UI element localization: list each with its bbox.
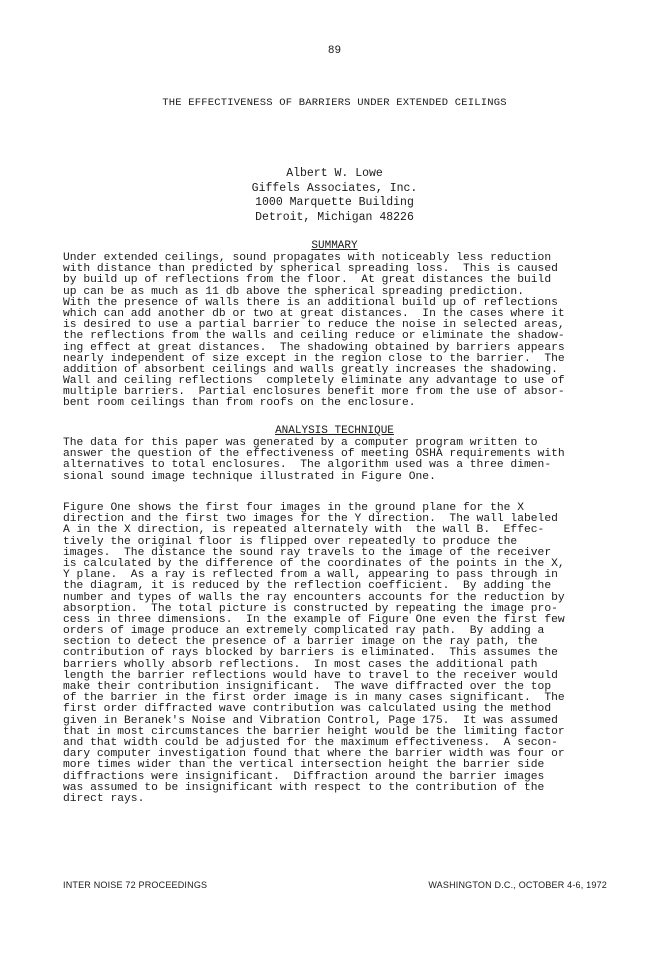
author-address: 1000 Marquette Building [255,196,414,209]
footer-location-date: WASHINGTON D.C., OCTOBER 4-6, 1972 [428,880,607,890]
author-city: Detroit, Michigan 48226 [255,210,414,224]
figure-text-line: A in the X direction, is repeated alternately with the wall B. Effec- [63,524,545,537]
figure-text-line: diffractions were insignificant. Diffraction around the barrier images [63,770,545,783]
figure-text-line: given in Beranek's Noise and Vibration Control, Page 175. It was assumed [63,714,558,727]
analysis-text-line: alternatives to total enclosures. The algorithm used was a three dimen- [63,459,552,472]
summary-text-line: bent room ceilings than from roofs on the enclosure. [63,397,416,410]
summary-text-line: up can be as much as 11 db above the spherical spreading prediction. [63,285,524,298]
summary-heading: SUMMARY [311,240,358,252]
summary-text-line: With the presence of walls there is an additional build up of reflections [63,296,558,309]
summary-text-line: ing effect at great distances. The shadowing obtained by barriers appears [63,341,565,354]
figure-text-line: tively the original floor is flipped over repeatedly to produce the [63,535,518,548]
figure-text-line: was assumed to be insignificant with respect to the contribution of the [63,781,545,794]
summary-text-line: multiple barriers. Partial enclosures benefit more from the use of absor- [63,386,565,399]
analysis-text-line: The data for this paper was generated by a computer program written to [63,437,538,449]
summary-text-line: Wall and ceiling reflections completely eliminate any advantage to use of [63,375,565,388]
figure-text-line: of the barrier in the first order image is in many cases significant. The [63,692,565,705]
figure-text-line: orders of image produce an extremely complicated ray path. By adding a [63,625,545,638]
figure-text-line: make their contribution insignificant. The wave diffracted over the top [63,681,552,693]
summary-text-line: the reflections from the walls and ceiling reduce or eliminate the shadow- [63,330,565,343]
figure-text-line: absorption. The total picture is constructed by repeating the image pro- [63,602,558,615]
summary-paragraph [63,253,608,410]
figure-text-line: first order diffracted wave contribution was calculated using the method [63,703,552,716]
author-name: Albert W. Lowe [286,167,383,180]
figure-text-line: direct rays. [63,792,145,805]
figure-one-paragraph [63,503,608,805]
footer-proceedings: INTER NOISE 72 PROCEEDINGS [63,880,208,890]
paper-title: THE EFFECTIVENESS OF BARRIERS UNDER EXTENDED CEILINGS [162,97,507,109]
summary-text-line: nearly independent of size except in the region close to the barrier. The [63,352,565,365]
summary-text-line: is desired to use a partial barrier to reduce the noise in selected areas, [63,319,565,332]
summary-text-line: with distance than predicted by spherical spreading loss. This is caused [63,263,558,276]
analysis-heading: ANALYSIS TECHNIQUE [275,425,394,437]
figure-text-line: cess in three dimensions. In the example of Figure One even the first few [63,613,565,626]
figure-text-line: number and types of walls the ray encounters accounts for the reduction by [63,591,565,604]
figure-text-line: barriers wholly absorb reflections. In most cases the additional path [63,658,538,671]
figure-text-line: the diagram, it is reduced by the reflection coefficient. By adding the [63,580,552,593]
figure-text-line: and that width could be adjusted for the maximum effectiveness. A secon- [63,736,558,749]
analysis-text-line: answer the question of the effectiveness of meeting OSHA requirements with [63,448,565,461]
summary-text-line: by build up of reflections from the floor. At great distances the build [63,274,552,287]
figure-text-line: length the barrier reflections would have to travel to the receiver would [63,669,558,682]
summary-text-line: which can add another db or two at great distances. In the cases where it [63,307,565,320]
summary-text-line: addition of absorbent ceilings and walls greatly increases the shadowing. [63,363,558,376]
page-number: 89 [327,45,342,57]
figure-text-line: more times wider than the vertical intersection height the barrier side [63,759,545,772]
analysis-text-line: sional sound image technique illustrated in Figure One. [63,470,436,483]
figure-text-line: images. The distance the sound ray travels to the image of the receiver [63,546,552,559]
figure-text-line: section to detect the presence of a barrier image on the ray path, the [63,636,538,649]
analysis-paragraph [63,438,608,483]
figure-text-line: Y plane. As a ray is reflected from a wall, appearing to pass through in [63,569,558,582]
figure-text-line: Figure One shows the first four images in the ground plane for the X [63,502,524,514]
figure-text-line: is calculated by the difference of the coordinates of the points in the X, [63,557,565,570]
figure-text-line: that in most circumstances the barrier height would be the limiting factor [63,725,565,738]
figure-text-line: direction and the first two images for the Y direction. The wall labeled [63,513,558,526]
summary-text-line: Under extended ceilings, sound propagates with noticeably less reduction [63,252,552,264]
figure-text-line: contribution of rays blocked by barriers is eliminated. This assumes the [63,647,558,660]
author-block [0,167,669,225]
figure-text-line: dary computer investigation found that where the barrier width was four or [63,748,565,761]
author-company: Giffels Associates, Inc. [251,181,418,195]
